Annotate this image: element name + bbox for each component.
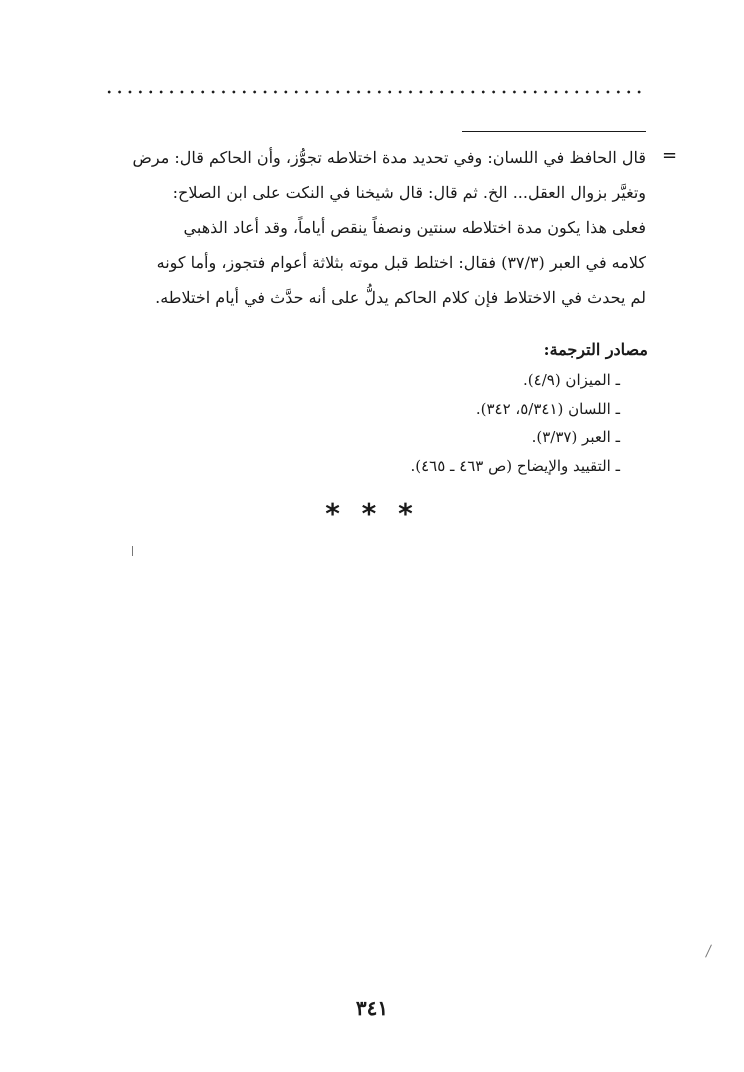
page-number: ٣٤١ [355, 996, 389, 1020]
footnote-rule [462, 131, 646, 132]
footnote-text [90, 140, 646, 315]
dotted-rule [104, 88, 644, 96]
footnote-line: لم يحدث في الاختلاط فإن كلام الحاكم يدلُّ على أنه حدَّث في أيام اختلاطه. [155, 288, 646, 307]
sources-heading: مصادر الترجمة: [543, 340, 648, 359]
scan-speck [132, 546, 133, 556]
source-item: ـ اللسان (٥/٣٤١، ٣٤٢). [475, 399, 620, 418]
source-item: ـ التقييد والإيضاح (ص ٤٦٣ ـ ٤٦٥). [410, 456, 620, 475]
footnote-line: وتغيَّر بزوال العقل... الخ. ثم قال: قال شيخنا في النكت على ابن الصلاح: [172, 183, 646, 202]
source-item: ـ الميزان (٤/٩). [523, 371, 620, 389]
source-item: ـ العبر (٣/٣٧). [531, 428, 620, 446]
section-separator: * * * [325, 497, 419, 530]
footnote-line: فعلى هذا يكون مدة اختلاطه سنتين ونصفاً ينقص أياماً، وقد أعاد الذهبي [183, 218, 646, 237]
continuation-mark: = [662, 145, 678, 166]
footnote-line: قال الحافظ في اللسان: وفي تحديد مدة اختلاطه تجوُّز، وأن الحاكم قال: مرض [132, 148, 646, 167]
footnote-line: كلامه في العبر (٣٧/٣) فقال: اختلط قبل موته بثلاثة أعوام فتجوز، وأما كونه [156, 253, 646, 272]
scan-speck [705, 944, 712, 957]
sources-list [410, 366, 620, 480]
